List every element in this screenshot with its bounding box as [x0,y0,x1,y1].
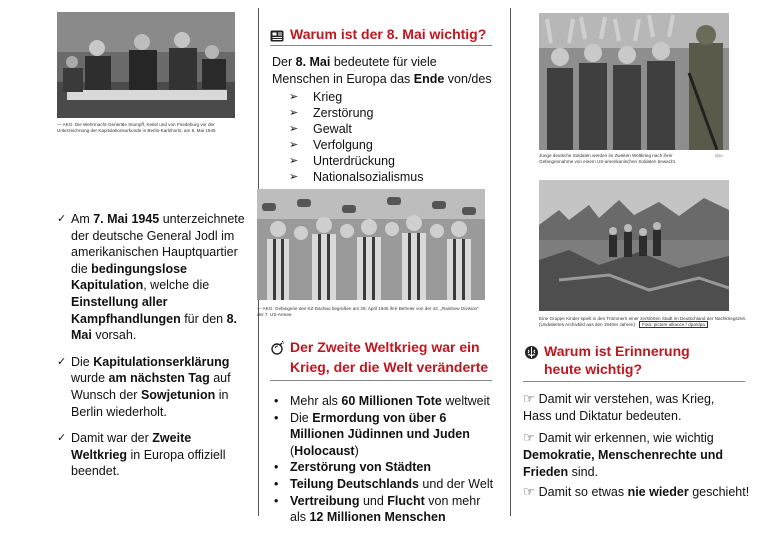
list-item-dead: • Mehr als 60 Millionen Tote weltweit [270,393,495,410]
paragraph-never-again: ☞ Damit so etwas nie wieder geschieht! [523,484,750,499]
list-item-holocaust: • Die Ermordung von über 6 Millionen Jüdinnen und Juden (Holocaust) [270,410,495,460]
end-of-list [289,89,479,185]
pointing-hand-icon: ☞ [523,484,535,499]
heading-why-may-8: Warum ist der 8. Mai wichtig? [290,26,487,42]
list-item-expulsion: • Vertreibung und Flucht von mehr als 12 Millionen Menschen [270,493,495,526]
list-item-division: • Teilung Deutschlands und der Welt [270,476,495,493]
brain-icon [524,345,539,360]
column-divider-right [510,8,511,516]
photo-children-rubble [539,180,729,311]
paragraph-democracy: ☞ Damit wir erkennen, wie wichtig Demokratie, Menschenrechte und Frieden sind. [523,430,724,479]
photo-caption-capitulation: — AKG: Die Wehrmacht-Generäle Stumpff, Keitel und von Friedeburg vor der Unterzeichnung der Kapitulationsurkunde in Berlin-Karlshorst, am 8. Mai 1945 [57,122,216,133]
photo-credit-soldiers: dpa [715,153,723,158]
list-item-repeat-berlin: ✓ Die Kapitulationserklärung wurde am nächsten Tag auf Wunsch der Sowjetunion in Berlin wiederholt. [57,354,247,420]
war-facts-list [270,393,495,526]
bomb-icon [270,340,285,355]
heading-ww2-changed-world: Der Zweite Weltkrieg war ein Krieg, der die Welt veränderte [290,339,489,375]
list-item-jodl-capitulation: ✓ Am 7. Mai 1945 unterzeichnete der deutsche General Jodl im amerikanischen Hauptquartier die bedingungslose Kapitulation, welche die Einstellung aller Kampfhandlungen für den 8. Mai vorsah. [57,211,247,344]
photo-capitulation-signing [57,12,235,118]
paragraph-may8-meaning: Der 8. Mai bedeutete für viele Menschen in Europa das Ende von/des [272,55,492,86]
list-item: ➢ Krieg [289,89,479,105]
list-item: ➢ Verfolgung [289,137,479,153]
caption-link-destroyed-city[interactable]: zerstörten Stadt im Deutschland [640,316,706,321]
list-item: ➢ Nationalsozialismus [289,169,479,185]
heading-underline-2 [270,380,492,381]
list-item: ➢ Unterdrückung [289,153,479,169]
newspaper-icon [270,29,284,41]
left-bullet-list [57,211,247,490]
list-item: ➢ Gewalt [289,121,479,137]
heading-underline-1 [270,45,492,46]
heading-underline-3 [523,381,745,382]
photo-captured-soldiers [539,13,729,150]
pointing-hand-icon: ☞ [523,391,535,406]
photo-caption-dachau: — AKG: Gefangene des KZ Dachau begrüßen am 29. April 1945 ihre Befreier von der 42. „Rainbow Division" der 7. US-Armee. [257,306,479,317]
photo-dachau-liberation [257,189,485,300]
photo-caption-soldiers: Junge deutsche Soldaten werden im Zweiten Weltkrieg nach ihrer Gefangennahme von einem US-amerikanischen Soldaten bewacht. [539,153,677,164]
photo-credit-button[interactable]: Foto: picture alliance / dpa/dpa [639,321,708,328]
list-item-destroyed-cities: • Zerstörung von Städten [270,459,495,476]
paragraph-understand: ☞ Damit wir verstehen, was Krieg, Hass und Diktatur bedeuten. [523,391,715,423]
pointing-hand-icon: ☞ [523,430,535,445]
photo-caption-children: Eine Gruppe Kinder spielt in den Trümmern einer zerstörten Stadt im Deutschland der Nachkriegszeit. (Undatiertes Archivbild aus den 1940er Jahren) Foto: picture alliance / dpa/dpa [539,316,747,327]
heading-why-remember: Warum ist Erinnerung heute wichtig? [544,343,690,377]
list-item: ➢ Zerstörung [289,105,479,121]
list-item-war-ended: ✓ Damit war der Zweite Weltkrieg in Europa offiziell beendet. [57,430,247,480]
